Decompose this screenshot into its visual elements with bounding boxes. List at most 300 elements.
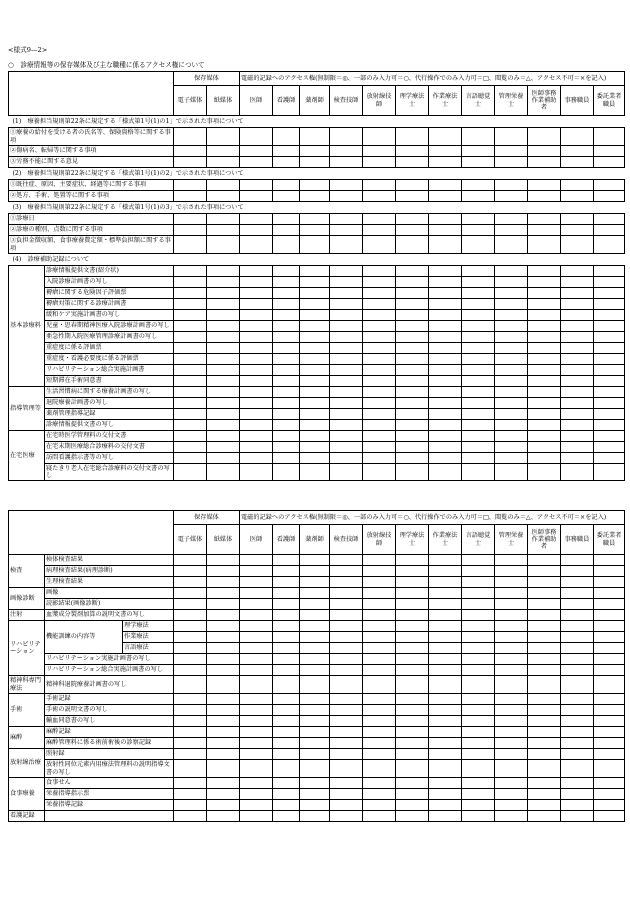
access-cell[interactable] (462, 577, 495, 588)
access-cell[interactable] (207, 266, 240, 277)
access-cell[interactable] (528, 588, 561, 599)
access-cell[interactable] (462, 778, 495, 789)
access-cell[interactable] (363, 705, 396, 716)
access-cell[interactable] (528, 310, 561, 321)
access-cell[interactable] (273, 694, 300, 705)
access-cell[interactable] (273, 236, 300, 254)
access-cell[interactable] (240, 705, 273, 716)
access-cell[interactable] (429, 778, 462, 789)
access-cell[interactable] (594, 566, 625, 577)
access-cell[interactable] (528, 332, 561, 343)
access-cell[interactable] (363, 588, 396, 599)
access-cell[interactable] (330, 321, 363, 332)
access-cell[interactable] (363, 310, 396, 321)
access-cell[interactable] (495, 811, 528, 822)
access-cell[interactable] (300, 760, 330, 778)
access-cell[interactable] (273, 409, 300, 420)
access-cell[interactable] (330, 376, 363, 387)
access-cell[interactable] (330, 365, 363, 376)
access-cell[interactable] (240, 599, 273, 610)
access-cell[interactable] (462, 760, 495, 778)
access-cell[interactable] (174, 621, 207, 632)
access-cell[interactable] (273, 365, 300, 376)
access-cell[interactable] (207, 225, 240, 236)
access-cell[interactable] (363, 420, 396, 431)
access-cell[interactable] (300, 716, 330, 727)
access-cell[interactable] (594, 288, 625, 299)
access-cell[interactable] (462, 599, 495, 610)
access-cell[interactable] (330, 157, 363, 168)
access-cell[interactable] (594, 676, 625, 694)
access-cell[interactable] (396, 727, 429, 738)
access-cell[interactable] (462, 420, 495, 431)
access-cell[interactable] (495, 398, 528, 409)
access-cell[interactable] (528, 266, 561, 277)
access-cell[interactable] (174, 365, 207, 376)
access-cell[interactable] (174, 409, 207, 420)
access-cell[interactable] (300, 225, 330, 236)
access-cell[interactable] (594, 420, 625, 431)
access-cell[interactable] (300, 442, 330, 453)
access-cell[interactable] (174, 800, 207, 811)
access-cell[interactable] (396, 236, 429, 254)
access-cell[interactable] (429, 332, 462, 343)
access-cell[interactable] (429, 409, 462, 420)
access-cell[interactable] (363, 376, 396, 387)
access-cell[interactable] (528, 236, 561, 254)
access-cell[interactable] (363, 716, 396, 727)
access-cell[interactable] (273, 157, 300, 168)
access-cell[interactable] (207, 277, 240, 288)
access-cell[interactable] (363, 180, 396, 191)
access-cell[interactable] (429, 453, 462, 464)
access-cell[interactable] (396, 442, 429, 453)
access-cell[interactable] (528, 577, 561, 588)
access-cell[interactable] (561, 225, 594, 236)
access-cell[interactable] (495, 431, 528, 442)
access-cell[interactable] (528, 354, 561, 365)
access-cell[interactable] (273, 420, 300, 431)
access-cell[interactable] (174, 749, 207, 760)
access-cell[interactable] (429, 800, 462, 811)
access-cell[interactable] (528, 191, 561, 202)
access-cell[interactable] (429, 420, 462, 431)
access-cell[interactable] (330, 665, 363, 676)
access-cell[interactable] (561, 398, 594, 409)
access-cell[interactable] (495, 464, 528, 481)
access-cell[interactable] (330, 225, 363, 236)
access-cell[interactable] (429, 191, 462, 202)
access-cell[interactable] (240, 398, 273, 409)
access-cell[interactable] (300, 299, 330, 310)
access-cell[interactable] (594, 705, 625, 716)
access-cell[interactable] (594, 343, 625, 354)
access-cell[interactable] (429, 146, 462, 157)
access-cell[interactable] (462, 749, 495, 760)
access-cell[interactable] (396, 398, 429, 409)
access-cell[interactable] (528, 676, 561, 694)
access-cell[interactable] (174, 778, 207, 789)
access-cell[interactable] (429, 343, 462, 354)
access-cell[interactable] (330, 811, 363, 822)
access-cell[interactable] (207, 128, 240, 146)
access-cell[interactable] (528, 464, 561, 481)
access-cell[interactable] (429, 566, 462, 577)
access-cell[interactable] (273, 343, 300, 354)
access-cell[interactable] (363, 236, 396, 254)
access-cell[interactable] (330, 343, 363, 354)
access-cell[interactable] (363, 453, 396, 464)
access-cell[interactable] (396, 387, 429, 398)
access-cell[interactable] (240, 277, 273, 288)
access-cell[interactable] (363, 398, 396, 409)
access-cell[interactable] (528, 800, 561, 811)
access-cell[interactable] (396, 464, 429, 481)
access-cell[interactable] (363, 694, 396, 705)
access-cell[interactable] (561, 409, 594, 420)
access-cell[interactable] (330, 676, 363, 694)
access-cell[interactable] (462, 676, 495, 694)
access-cell[interactable] (207, 705, 240, 716)
access-cell[interactable] (174, 705, 207, 716)
access-cell[interactable] (300, 610, 330, 621)
access-cell[interactable] (363, 800, 396, 811)
access-cell[interactable] (330, 299, 363, 310)
access-cell[interactable] (495, 157, 528, 168)
access-cell[interactable] (330, 610, 363, 621)
access-cell[interactable] (594, 354, 625, 365)
access-cell[interactable] (330, 760, 363, 778)
access-cell[interactable] (594, 191, 625, 202)
access-cell[interactable] (429, 610, 462, 621)
access-cell[interactable] (495, 566, 528, 577)
access-cell[interactable] (330, 727, 363, 738)
access-cell[interactable] (495, 621, 528, 632)
access-cell[interactable] (594, 760, 625, 778)
access-cell[interactable] (363, 321, 396, 332)
access-cell[interactable] (396, 332, 429, 343)
access-cell[interactable] (330, 749, 363, 760)
access-cell[interactable] (207, 577, 240, 588)
access-cell[interactable] (300, 387, 330, 398)
access-cell[interactable] (561, 343, 594, 354)
access-cell[interactable] (273, 398, 300, 409)
access-cell[interactable] (330, 643, 363, 654)
access-cell[interactable] (174, 310, 207, 321)
access-cell[interactable] (561, 599, 594, 610)
access-cell[interactable] (561, 705, 594, 716)
access-cell[interactable] (330, 654, 363, 665)
access-cell[interactable] (462, 376, 495, 387)
access-cell[interactable] (207, 146, 240, 157)
access-cell[interactable] (363, 610, 396, 621)
access-cell[interactable] (528, 727, 561, 738)
access-cell[interactable] (495, 453, 528, 464)
access-cell[interactable] (462, 214, 495, 225)
access-cell[interactable] (462, 811, 495, 822)
access-cell[interactable] (429, 214, 462, 225)
access-cell[interactable] (330, 621, 363, 632)
access-cell[interactable] (396, 599, 429, 610)
access-cell[interactable] (273, 632, 300, 643)
access-cell[interactable] (174, 577, 207, 588)
access-cell[interactable] (300, 128, 330, 146)
access-cell[interactable] (273, 577, 300, 588)
access-cell[interactable] (396, 157, 429, 168)
access-cell[interactable] (561, 760, 594, 778)
access-cell[interactable] (363, 727, 396, 738)
access-cell[interactable] (396, 577, 429, 588)
access-cell[interactable] (396, 555, 429, 566)
access-cell[interactable] (363, 566, 396, 577)
access-cell[interactable] (240, 236, 273, 254)
access-cell[interactable] (363, 778, 396, 789)
access-cell[interactable] (363, 749, 396, 760)
access-cell[interactable] (396, 665, 429, 676)
access-cell[interactable] (363, 191, 396, 202)
access-cell[interactable] (429, 738, 462, 749)
access-cell[interactable] (240, 738, 273, 749)
access-cell[interactable] (240, 442, 273, 453)
access-cell[interactable] (594, 654, 625, 665)
access-cell[interactable] (396, 420, 429, 431)
access-cell[interactable] (273, 354, 300, 365)
access-cell[interactable] (363, 599, 396, 610)
access-cell[interactable] (330, 180, 363, 191)
access-cell[interactable] (240, 566, 273, 577)
access-cell[interactable] (462, 555, 495, 566)
access-cell[interactable] (561, 180, 594, 191)
access-cell[interactable] (495, 789, 528, 800)
access-cell[interactable] (528, 632, 561, 643)
access-cell[interactable] (429, 727, 462, 738)
access-cell[interactable] (429, 387, 462, 398)
access-cell[interactable] (174, 676, 207, 694)
access-cell[interactable] (363, 643, 396, 654)
access-cell[interactable] (207, 299, 240, 310)
access-cell[interactable] (363, 676, 396, 694)
access-cell[interactable] (273, 588, 300, 599)
access-cell[interactable] (300, 420, 330, 431)
access-cell[interactable] (363, 632, 396, 643)
access-cell[interactable] (429, 654, 462, 665)
access-cell[interactable] (528, 180, 561, 191)
access-cell[interactable] (594, 332, 625, 343)
access-cell[interactable] (174, 738, 207, 749)
access-cell[interactable] (594, 236, 625, 254)
access-cell[interactable] (240, 321, 273, 332)
access-cell[interactable] (495, 555, 528, 566)
access-cell[interactable] (594, 599, 625, 610)
access-cell[interactable] (561, 694, 594, 705)
access-cell[interactable] (561, 266, 594, 277)
access-cell[interactable] (300, 789, 330, 800)
access-cell[interactable] (561, 676, 594, 694)
access-cell[interactable] (429, 811, 462, 822)
access-cell[interactable] (528, 431, 561, 442)
access-cell[interactable] (174, 180, 207, 191)
access-cell[interactable] (462, 299, 495, 310)
access-cell[interactable] (462, 727, 495, 738)
access-cell[interactable] (396, 266, 429, 277)
access-cell[interactable] (240, 800, 273, 811)
access-cell[interactable] (330, 588, 363, 599)
access-cell[interactable] (207, 332, 240, 343)
access-cell[interactable] (495, 354, 528, 365)
access-cell[interactable] (462, 310, 495, 321)
access-cell[interactable] (273, 738, 300, 749)
access-cell[interactable] (207, 811, 240, 822)
access-cell[interactable] (300, 321, 330, 332)
access-cell[interactable] (240, 431, 273, 442)
access-cell[interactable] (462, 632, 495, 643)
access-cell[interactable] (528, 442, 561, 453)
access-cell[interactable] (273, 727, 300, 738)
access-cell[interactable] (462, 588, 495, 599)
access-cell[interactable] (561, 749, 594, 760)
access-cell[interactable] (429, 749, 462, 760)
access-cell[interactable] (462, 332, 495, 343)
access-cell[interactable] (594, 398, 625, 409)
access-cell[interactable] (273, 299, 300, 310)
access-cell[interactable] (273, 332, 300, 343)
access-cell[interactable] (240, 180, 273, 191)
access-cell[interactable] (174, 277, 207, 288)
access-cell[interactable] (240, 778, 273, 789)
access-cell[interactable] (330, 555, 363, 566)
access-cell[interactable] (240, 811, 273, 822)
access-cell[interactable] (330, 577, 363, 588)
access-cell[interactable] (300, 157, 330, 168)
access-cell[interactable] (300, 398, 330, 409)
access-cell[interactable] (300, 676, 330, 694)
access-cell[interactable] (330, 599, 363, 610)
access-cell[interactable] (429, 180, 462, 191)
access-cell[interactable] (495, 299, 528, 310)
access-cell[interactable] (273, 288, 300, 299)
access-cell[interactable] (429, 621, 462, 632)
access-cell[interactable] (174, 716, 207, 727)
access-cell[interactable] (207, 310, 240, 321)
access-cell[interactable] (273, 789, 300, 800)
access-cell[interactable] (495, 376, 528, 387)
access-cell[interactable] (495, 727, 528, 738)
access-cell[interactable] (330, 214, 363, 225)
access-cell[interactable] (561, 727, 594, 738)
access-cell[interactable] (300, 654, 330, 665)
access-cell[interactable] (495, 800, 528, 811)
access-cell[interactable] (174, 420, 207, 431)
access-cell[interactable] (363, 621, 396, 632)
access-cell[interactable] (462, 566, 495, 577)
access-cell[interactable] (330, 705, 363, 716)
access-cell[interactable] (462, 610, 495, 621)
access-cell[interactable] (429, 442, 462, 453)
access-cell[interactable] (363, 555, 396, 566)
access-cell[interactable] (300, 577, 330, 588)
access-cell[interactable] (396, 738, 429, 749)
access-cell[interactable] (528, 146, 561, 157)
access-cell[interactable] (528, 694, 561, 705)
access-cell[interactable] (363, 146, 396, 157)
access-cell[interactable] (207, 676, 240, 694)
access-cell[interactable] (594, 453, 625, 464)
access-cell[interactable] (429, 665, 462, 676)
access-cell[interactable] (273, 676, 300, 694)
access-cell[interactable] (462, 343, 495, 354)
access-cell[interactable] (207, 760, 240, 778)
access-cell[interactable] (561, 431, 594, 442)
access-cell[interactable] (363, 577, 396, 588)
access-cell[interactable] (273, 180, 300, 191)
access-cell[interactable] (495, 749, 528, 760)
access-cell[interactable] (528, 738, 561, 749)
access-cell[interactable] (240, 266, 273, 277)
access-cell[interactable] (174, 288, 207, 299)
access-cell[interactable] (273, 128, 300, 146)
access-cell[interactable] (561, 321, 594, 332)
access-cell[interactable] (561, 665, 594, 676)
access-cell[interactable] (207, 738, 240, 749)
access-cell[interactable] (300, 236, 330, 254)
access-cell[interactable] (207, 716, 240, 727)
access-cell[interactable] (561, 738, 594, 749)
access-cell[interactable] (207, 727, 240, 738)
access-cell[interactable] (207, 157, 240, 168)
access-cell[interactable] (207, 409, 240, 420)
access-cell[interactable] (240, 621, 273, 632)
access-cell[interactable] (207, 354, 240, 365)
access-cell[interactable] (495, 310, 528, 321)
access-cell[interactable] (528, 749, 561, 760)
access-cell[interactable] (300, 705, 330, 716)
access-cell[interactable] (240, 749, 273, 760)
access-cell[interactable] (207, 442, 240, 453)
access-cell[interactable] (273, 654, 300, 665)
access-cell[interactable] (330, 266, 363, 277)
access-cell[interactable] (174, 236, 207, 254)
access-cell[interactable] (495, 665, 528, 676)
access-cell[interactable] (330, 431, 363, 442)
access-cell[interactable] (396, 588, 429, 599)
access-cell[interactable] (495, 225, 528, 236)
access-cell[interactable] (594, 716, 625, 727)
access-cell[interactable] (462, 738, 495, 749)
access-cell[interactable] (300, 180, 330, 191)
access-cell[interactable] (207, 588, 240, 599)
access-cell[interactable] (561, 354, 594, 365)
access-cell[interactable] (240, 577, 273, 588)
access-cell[interactable] (330, 566, 363, 577)
access-cell[interactable] (429, 694, 462, 705)
access-cell[interactable] (561, 277, 594, 288)
access-cell[interactable] (561, 236, 594, 254)
access-cell[interactable] (429, 365, 462, 376)
access-cell[interactable] (240, 288, 273, 299)
access-cell[interactable] (273, 778, 300, 789)
access-cell[interactable] (207, 749, 240, 760)
access-cell[interactable] (240, 310, 273, 321)
access-cell[interactable] (462, 387, 495, 398)
access-cell[interactable] (396, 409, 429, 420)
access-cell[interactable] (495, 277, 528, 288)
access-cell[interactable] (240, 676, 273, 694)
access-cell[interactable] (429, 555, 462, 566)
access-cell[interactable] (561, 716, 594, 727)
access-cell[interactable] (462, 225, 495, 236)
access-cell[interactable] (561, 442, 594, 453)
access-cell[interactable] (240, 409, 273, 420)
